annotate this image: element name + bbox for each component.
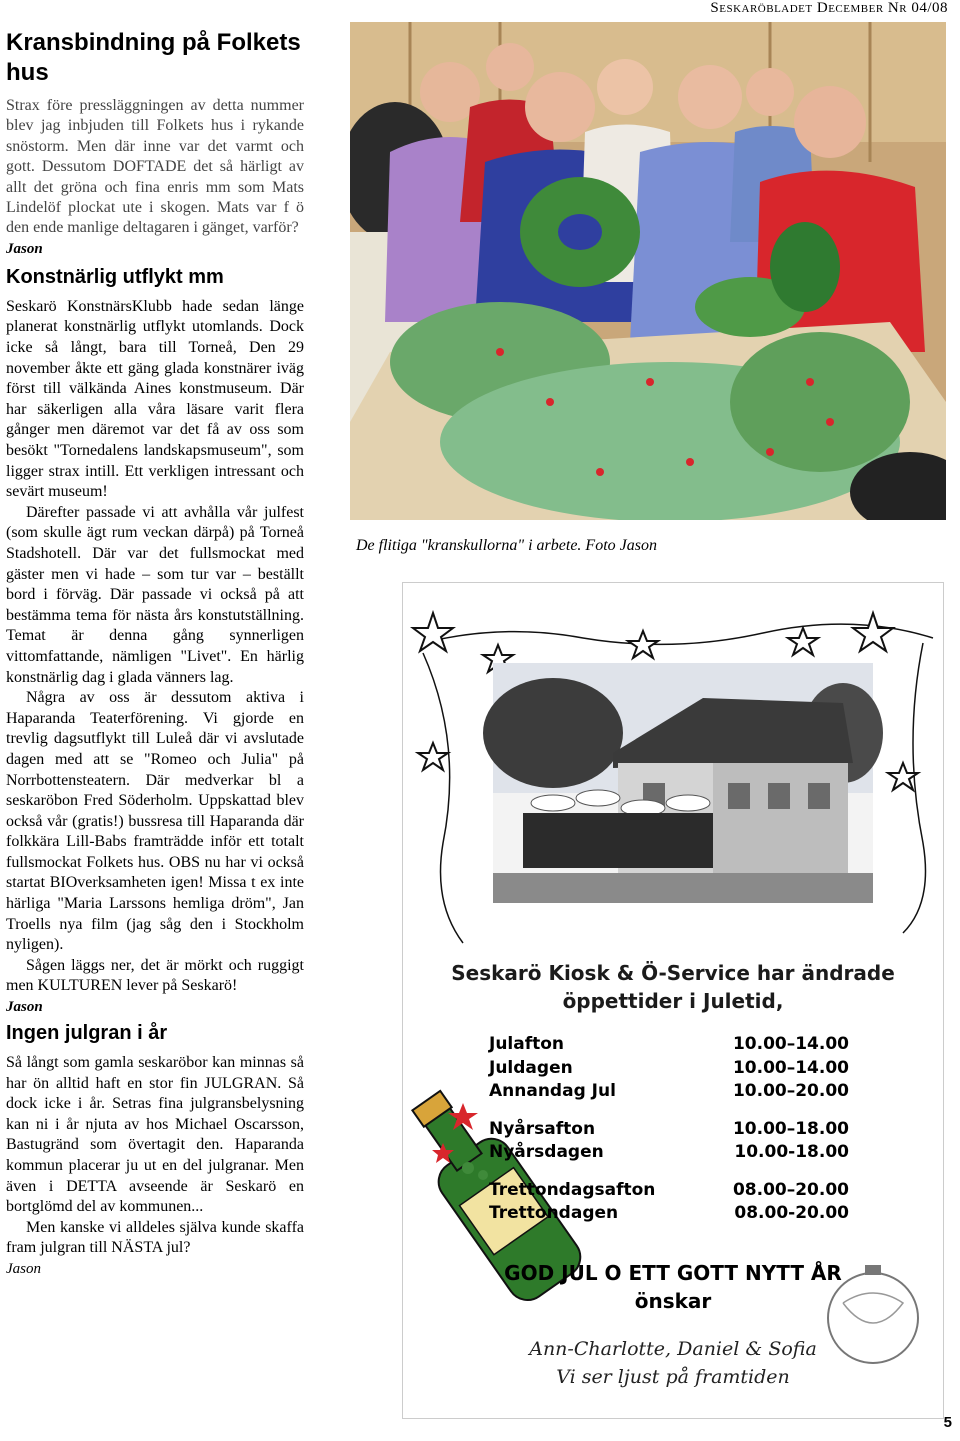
hours-day: Annandag Jul (489, 1081, 616, 1101)
left-column (6, 28, 304, 1279)
hours-time: 08.00–20.00 (732, 1179, 849, 1200)
ad-greeting (463, 1259, 883, 1315)
article-paragraph: Sågen läggs ner, det är mörkt och ruggigt men KULTUREN lever på Seskarö! (6, 956, 304, 995)
article-paragraph: Därefter passade vi att avhålla vår julfest (som skulle ägt rum veckan därpå) på Torneå Stadshotell. Där var det fullsmockat med gäster men vi hade – som tur var – beställt bord i förväg. Där passade vi också på att bestämma tema för nästa års konstutställning. Temat är denna gång synnerligen vittomfattande, nämligen "Livet". En härlig konstnärlig dag i glada vänners lag. (6, 503, 304, 686)
greeting-line-1: GOD JUL O ETT GOTT NYTT ÅR (504, 1261, 842, 1285)
opening-hours-row (489, 1118, 849, 1142)
article-title-kransbindning: Kransbindning på Folkets hus (6, 29, 301, 86)
opening-hours-row (489, 1141, 849, 1165)
ad-title-line-2: öppettider i Juletid, (562, 989, 784, 1013)
article-body-kransbindning: Strax före pressläggningen av detta nummer blev jag inbjuden till Folkets hus i rykande snöstorm. Men där inne var det varmt och gott. Dessutom DOFTADE det så härligt av allt det gröna och fina enris mm som Mats Lindelöf plockat ute i skogen. Mats var f ö den ende manlige deltagaren i gänget, varför? (6, 97, 304, 237)
article-title-utflykt: Konstnärlig utflykt mm (6, 265, 224, 288)
photo-caption: De flitiga "kranskullorna" i arbete. Foto Jason (356, 537, 657, 554)
masthead: Seskaröbladet December Nr 04/08 (710, 0, 948, 16)
opening-hours-table (489, 1033, 849, 1226)
kiosk-advertisement (402, 582, 944, 1419)
article-paragraph: Men kanske vi alldeles själva kunde skaffa fram julgran till NÄSTA jul? (6, 1218, 304, 1257)
article-signature: Jason (6, 1260, 41, 1277)
opening-hours-row (489, 1179, 849, 1203)
greeting-line-2: önskar (634, 1289, 712, 1313)
opening-hours-row (489, 1202, 849, 1226)
article-title-julgran: Ingen julgran i år (6, 1022, 168, 1045)
page-number: 5 (943, 1414, 952, 1431)
wreath-making-photo (350, 22, 946, 520)
article-signature: Jason (6, 240, 43, 257)
opening-hours-row (489, 1057, 849, 1081)
hours-day: Trettondagsafton (489, 1179, 656, 1200)
signature-motto: Vi ser ljust på framtiden (556, 1366, 790, 1388)
hours-time: 10.00–18.00 (732, 1118, 849, 1139)
hours-day: Nyårsdagen (489, 1142, 604, 1162)
hours-day: Nyårsafton (489, 1118, 596, 1139)
hours-day: Juldagen (489, 1057, 573, 1078)
ad-signature (503, 1335, 843, 1391)
signature-names: Ann-Charlotte, Daniel & Sofia (529, 1338, 817, 1360)
hours-day: Julafton (489, 1034, 565, 1054)
opening-hours-row (489, 1033, 849, 1057)
hours-time: 10.00–14.00 (732, 1057, 849, 1078)
hours-time: 10.00–20.00 (732, 1081, 849, 1101)
opening-hours-row (489, 1080, 849, 1104)
ad-title-line-1: Seskarö Kiosk & Ö-Service har ändrade (451, 961, 895, 985)
article-paragraph: Några av oss är dessutom aktiva i Haparanda Teaterförening. Vi gjorde en trevlig dagsutflykt till Luleå där vi avslutade dagen med att se "Romeo och Julia" på Norrbottensteatern. Där medverkar bl a seskaröbon Fred Söderholm. Uppskattad blev också vår (gratis!) bussresa till Haparanda där folkkära Lill-Babs framträdde inför ett totalt fullsmockat Folkets hus. OBS nu har vi också startat BIOverksamheten igen! Missa t ex inte härliga "Maria Larssons hemliga dröm", Jan Troells nya film (jag såg den i Stockholm nyligen). (6, 689, 304, 954)
hours-time: 10.00-18.00 (734, 1142, 849, 1162)
hours-time: 10.00–14.00 (732, 1034, 849, 1054)
article-paragraph: Så långt som gamla seskaröbor kan minnas så har ön alltid haft en stor fin JULGRAN. Så dock icke i år. Setras fina julgransbelysning kan ni i år njuta av hos Michael Oscarsson, Bastugränd som övertagit den. Haparanda kommun placerar ju ut en del julgranar. Men även i DETTA avseende är Seskarö en bortglömd del av kommunen... (6, 1054, 304, 1216)
hours-day: Trettondagen (489, 1203, 619, 1223)
article-signature: Jason (6, 999, 43, 1016)
hours-time: 08.00-20.00 (734, 1203, 849, 1223)
article-paragraph: Seskarö KonstnärsKlubb hade sedan länge planerat konstnärlig utflykt utomlands. Dock icke så långt, bara till Torneå, Den 29 november åkte ett gäng glada konstnärer iväg först till välkända Aines konstmuseum. Där har säkerligen alla våra läsare varit flera gånger men däremot var det få av oss som besökt "Tornedalens landskapsmuseum", som ligger strax intill. Ett verkligen intressant och sevärt museum! (6, 297, 304, 501)
ad-title (403, 959, 943, 1015)
